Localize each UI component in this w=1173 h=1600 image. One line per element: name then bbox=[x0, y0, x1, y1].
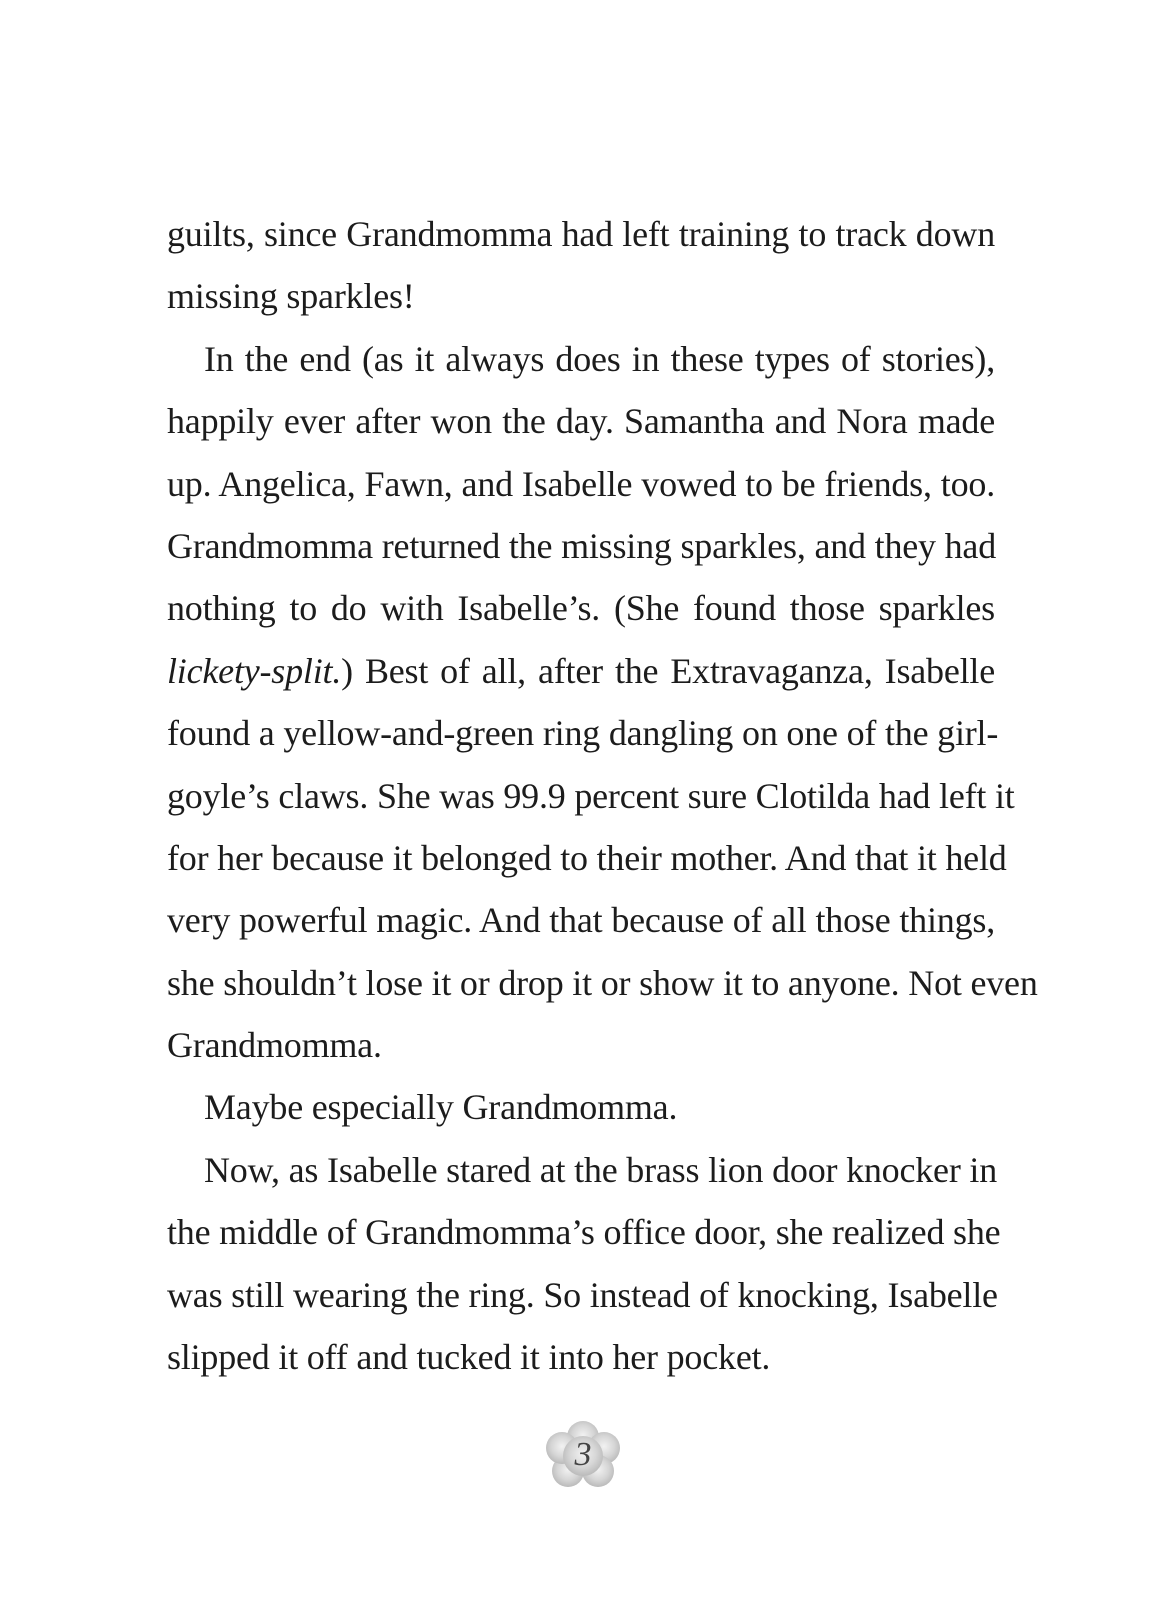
text-line: she shouldn’t lose it or drop it or show it to anyone. Not even bbox=[167, 962, 1038, 1003]
text-line: happily ever after won the day. Samantha and Nora made bbox=[167, 401, 995, 442]
text-line: Now, as Isabelle stared at the brass lion door knocker in bbox=[204, 1149, 998, 1190]
text-line: up. Angelica, Fawn, and Isabelle vowed to be friends, too. bbox=[167, 463, 995, 504]
text-line: very powerful magic. And that because of all those things, bbox=[167, 900, 995, 941]
text-line: Grandmomma returned the missing sparkles, and they had bbox=[167, 525, 996, 566]
text-line: slipped it off and tucked it into her pocket. bbox=[167, 1337, 771, 1378]
text-line: the middle of Grandmomma’s office door, she realized she bbox=[167, 1212, 1001, 1253]
italic-phrase: lickety-split. bbox=[167, 650, 342, 691]
page-number: 3 bbox=[574, 1436, 592, 1473]
text-line: Maybe especially Grandmomma. bbox=[204, 1087, 678, 1128]
text-line: missing sparkles! bbox=[167, 276, 415, 317]
text-line-mixed bbox=[167, 640, 995, 702]
text-line: was still wearing the ring. So instead of knocking, Isabelle bbox=[167, 1274, 998, 1315]
text-line: for her because it belonged to their mother. And that it held bbox=[167, 837, 1007, 878]
text-span: ) Best of all, after the Extravaganza, Isabelle bbox=[341, 650, 995, 691]
page-number-badge bbox=[541, 1420, 625, 1490]
text-line: guilts, since Grandmomma had left training to track down bbox=[167, 214, 995, 254]
body-text bbox=[167, 203, 1038, 1388]
text-line: Grandmomma. bbox=[167, 1025, 382, 1066]
text-line: found a yellow-and-green ring dangling on one of the girl- bbox=[167, 713, 999, 754]
text-line: nothing to do with Isabelle’s. (She found those sparkles bbox=[167, 588, 995, 629]
text-line: In the end (as it always does in these types of stories), bbox=[204, 338, 995, 379]
text-line: goyle’s claws. She was 99.9 percent sure Clotilda had left it bbox=[167, 775, 1015, 816]
